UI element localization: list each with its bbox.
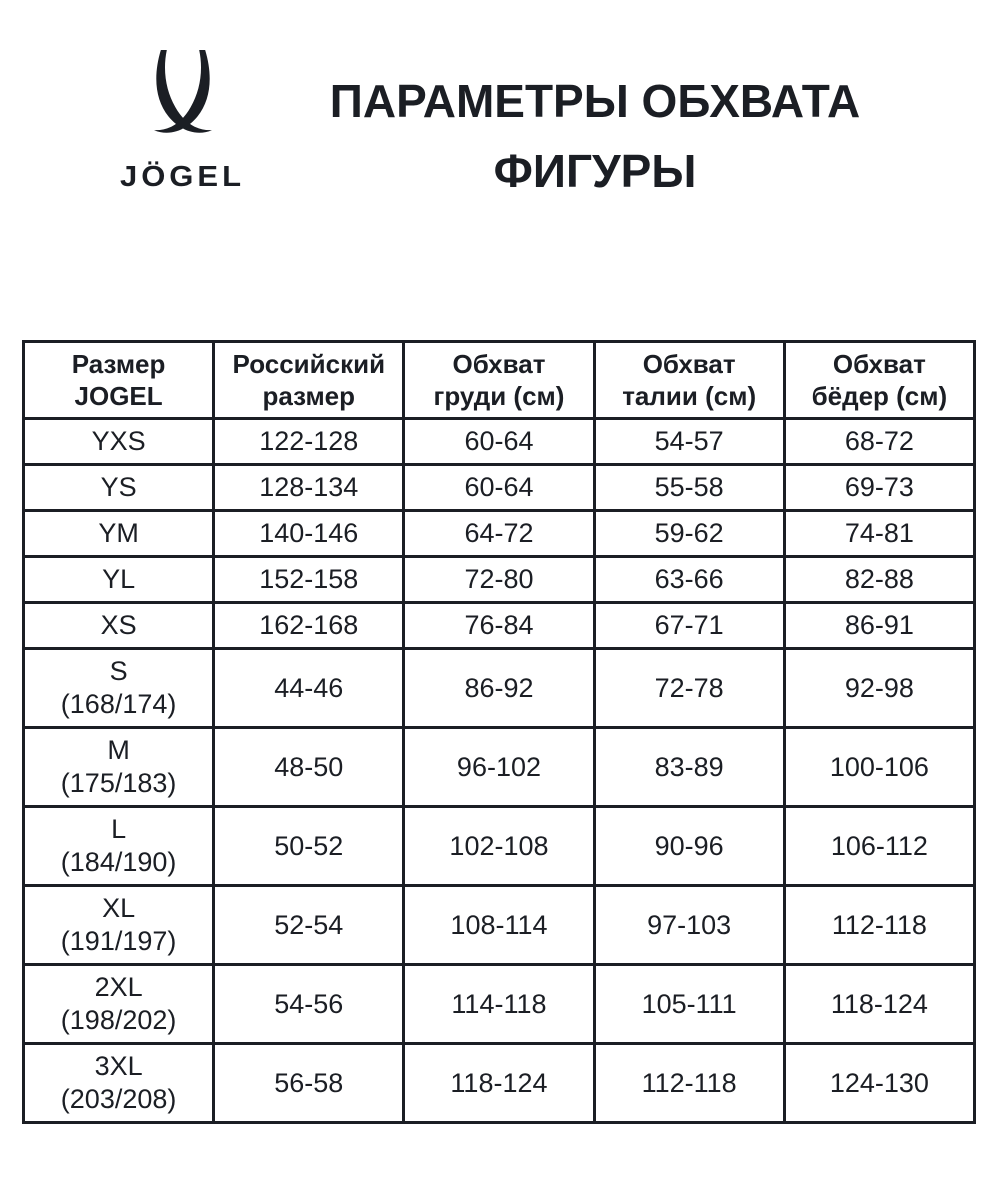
hips-girth-cell: 112-118 [784,886,974,965]
table-row [24,807,975,886]
size-chart-body [24,419,975,1123]
hips-girth-cell: 100-106 [784,728,974,807]
size-label: YS [100,472,137,502]
jogel-size-cell [24,807,214,886]
header-line: бёдер (см) [811,381,948,411]
table-row [24,603,975,649]
jogel-size-cell [24,965,214,1044]
hips-girth-cell: 68-72 [784,419,974,465]
table-row [24,511,975,557]
size-sublabel: (191/197) [60,926,177,956]
column-header-waist [594,342,784,419]
table-row [24,419,975,465]
hips-girth-cell: 69-73 [784,465,974,511]
russian-size-cell: 152-158 [214,557,404,603]
jogel-size-cell [24,1044,214,1123]
chest-girth-cell: 86-92 [404,649,594,728]
chest-girth-cell: 114-118 [404,965,594,1044]
column-header-jogel-size [24,342,214,419]
jogel-size-cell [24,511,214,557]
hips-girth-cell: 82-88 [784,557,974,603]
waist-girth-cell: 112-118 [594,1044,784,1123]
page-title-line2: ФИГУРЫ [493,145,697,197]
waist-girth-cell: 63-66 [594,557,784,603]
russian-size-cell: 54-56 [214,965,404,1044]
hips-girth-cell: 74-81 [784,511,974,557]
page-title [280,66,910,206]
chest-girth-cell: 72-80 [404,557,594,603]
size-label: YXS [91,426,146,456]
size-sublabel: (184/190) [60,847,177,877]
waist-girth-cell: 55-58 [594,465,784,511]
header-line: JOGEL [74,381,163,411]
russian-size-cell: 140-146 [214,511,404,557]
hips-girth-cell: 124-130 [784,1044,974,1123]
jogel-size-cell [24,603,214,649]
size-chart-header [24,342,975,419]
header-row [24,342,975,419]
size-label: YM [98,518,139,548]
hips-girth-cell: 86-91 [784,603,974,649]
chest-girth-cell: 60-64 [404,419,594,465]
table-row [24,465,975,511]
jogel-size-cell [24,419,214,465]
jogel-size-cell [24,728,214,807]
russian-size-cell: 48-50 [214,728,404,807]
size-label: M [107,735,130,765]
table-row [24,728,975,807]
size-label: L [111,814,127,844]
russian-size-cell: 122-128 [214,419,404,465]
size-sublabel: (175/183) [60,768,177,798]
table-row [24,965,975,1044]
russian-size-cell: 56-58 [214,1044,404,1123]
column-header-russian-size [214,342,404,419]
header-line: Обхват [452,349,546,379]
russian-size-cell: 162-168 [214,603,404,649]
size-sublabel: (168/174) [60,689,177,719]
size-sublabel: (198/202) [60,1005,177,1035]
size-label: XS [100,610,137,640]
page-title-line1: ПАРАМЕТРЫ ОБХВАТА [329,75,861,127]
hips-girth-cell: 92-98 [784,649,974,728]
jogel-size-cell [24,649,214,728]
chest-girth-cell: 64-72 [404,511,594,557]
waist-girth-cell: 54-57 [594,419,784,465]
header-line: Российский [232,349,386,379]
header-line: груди (см) [433,381,565,411]
size-chart-table [22,340,976,1124]
size-label: 3XL [94,1051,143,1081]
table-row [24,886,975,965]
russian-size-cell: 44-46 [214,649,404,728]
header-line: размер [262,381,356,411]
brand-logo [105,50,260,195]
russian-size-cell: 52-54 [214,886,404,965]
header-line: Обхват [832,349,926,379]
hips-girth-cell: 106-112 [784,807,974,886]
chest-girth-cell: 96-102 [404,728,594,807]
header-line: талии (см) [622,381,757,411]
logo-wordmark: JÖGEL [119,160,246,193]
size-label: S [109,656,128,686]
size-sublabel: (203/208) [60,1084,177,1114]
waist-girth-cell: 83-89 [594,728,784,807]
chest-girth-cell: 108-114 [404,886,594,965]
waist-girth-cell: 72-78 [594,649,784,728]
size-label: XL [102,893,136,923]
jogel-emblem-icon [139,50,227,148]
waist-girth-cell: 97-103 [594,886,784,965]
jogel-size-cell [24,465,214,511]
waist-girth-cell: 59-62 [594,511,784,557]
jogel-size-cell [24,886,214,965]
chest-girth-cell: 60-64 [404,465,594,511]
waist-girth-cell: 67-71 [594,603,784,649]
chest-girth-cell: 118-124 [404,1044,594,1123]
table-row [24,1044,975,1123]
column-header-hips [784,342,974,419]
table-row [24,649,975,728]
jogel-size-cell [24,557,214,603]
column-header-chest [404,342,594,419]
russian-size-cell: 50-52 [214,807,404,886]
size-label: 2XL [94,972,143,1002]
header-line: Обхват [642,349,736,379]
chest-girth-cell: 102-108 [404,807,594,886]
waist-girth-cell: 90-96 [594,807,784,886]
hips-girth-cell: 118-124 [784,965,974,1044]
russian-size-cell: 128-134 [214,465,404,511]
header-line: Размер [71,349,166,379]
table-row [24,557,975,603]
chest-girth-cell: 76-84 [404,603,594,649]
size-label: YL [102,564,136,594]
waist-girth-cell: 105-111 [594,965,784,1044]
